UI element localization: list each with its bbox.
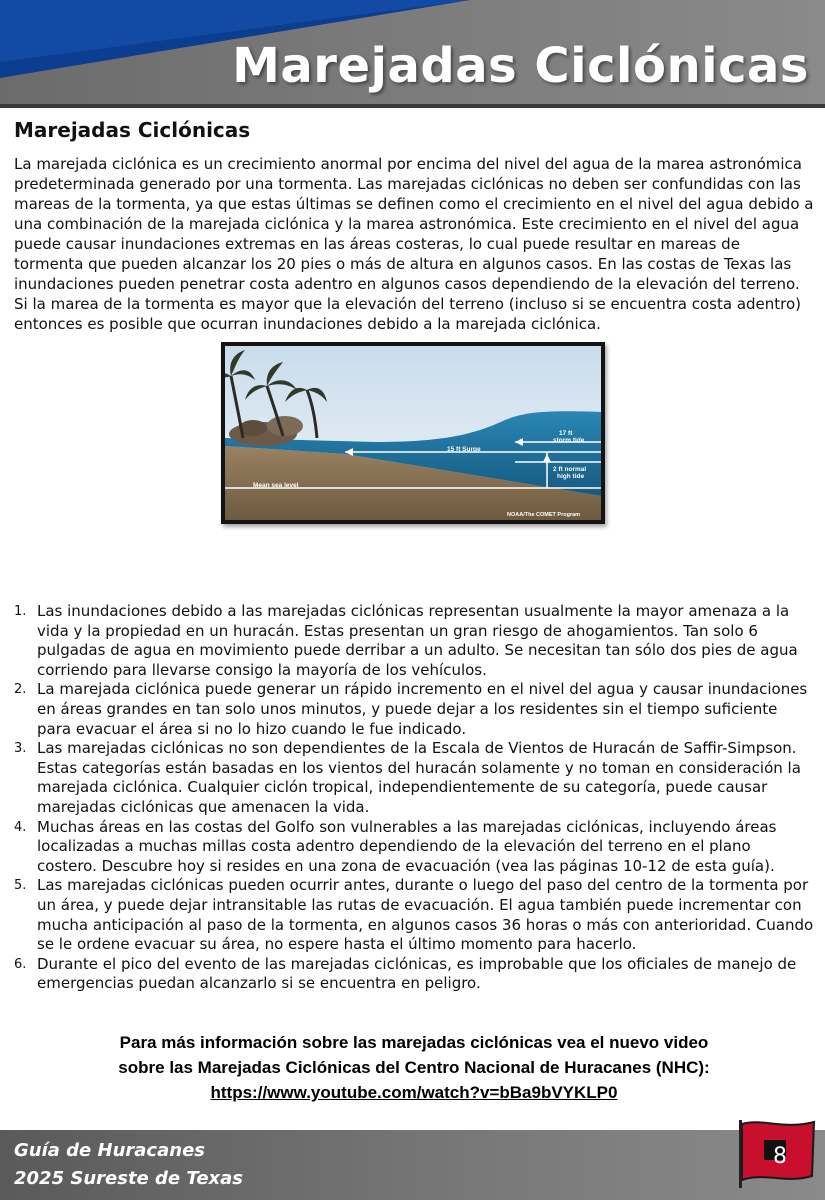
list-number: 1. xyxy=(14,604,27,619)
mean-sea-level-label: Mean sea level xyxy=(253,482,299,489)
page-number: 8 xyxy=(773,1144,787,1169)
storm-tide-value-label: 17 ft xyxy=(559,430,573,437)
list-number: 5. xyxy=(14,878,27,894)
list-item xyxy=(14,955,814,994)
list-number: 4. xyxy=(14,819,27,835)
surge-label: 15 ft Surge xyxy=(447,446,481,453)
header-divider xyxy=(0,104,825,108)
storm-surge-facts-list xyxy=(14,602,814,994)
storm-tide-label: storm tide xyxy=(553,437,585,444)
image-credit: NOAA/The COMET Program xyxy=(507,512,581,518)
list-text: La marejada ciclónica puede generar un rápido incremento en el nivel del agua y causar inundaciones en áreas grandes en tan solo unos minutos, y puede dejar a los residentes sin el tiempo suficiente para evacuar el área si no lo hizo cuando le fue indicado. xyxy=(37,680,808,738)
footer-guide-title: Guía de Huracanes xyxy=(14,1140,205,1161)
page-title: Marejadas Ciclónicas xyxy=(232,38,809,94)
normal-tide-label: high tide xyxy=(557,473,585,480)
storm-surge-diagram xyxy=(221,342,605,524)
list-number: 6. xyxy=(14,956,27,972)
list-text: Muchas áreas en las costas del Golfo son vulnerables a las marejadas ciclónicas, incluyendo áreas localizadas a muchas millas costa adentro dependiendo de la elevación del terreno en el plano costero. Descubre hoy si resides en una zona de evacuación (vea las páginas 10-12 de esta guía). xyxy=(37,817,777,875)
page-footer xyxy=(0,1130,825,1200)
more-info-block xyxy=(14,1030,814,1105)
intro-paragraph: La marejada ciclónica es un crecimiento anormal por encima del nivel del agua de la marea astronómica predeterminada generado por una tormenta. Las marejadas ciclónicas no deben ser confundidas con las mareas de la tormenta, ya que estas últimas se definen como el crecimiento en el nivel del agua debido a una combinación de la marejada ciclónica y la marea astronómica. Este crecimiento en el nivel del agua puede causar inundaciones extremas en las áreas costeras, lo cual puede resultar en mareas de tormenta que pueden alcanzar los 20 pies o más de altura en algunos casos. En las costas de Texas las inundaciones pueden penetrar costa adentro en algunos casos dependiendo de la elevación del terreno. Si la marea de la tormenta es mayor que la elevación del terreno (incluso si se encuentra costa adentro) entonces es posible que ocurran inundaciones debido a la marejada ciclónica. xyxy=(14,155,814,333)
more-info-line-2: sobre las Marejadas Ciclónicas del Centro Nacional de Huracanes (NHC): xyxy=(118,1058,710,1077)
list-item xyxy=(14,818,814,877)
storm-surge-illustration xyxy=(225,346,601,520)
list-text: Las inundaciones debido a las marejadas ciclónicas representan usualmente la mayor amenaza a la vida y la propiedad en un huracán. Estas presentan un gran riesgo de ahogamientos. Tan solo 6 pulgadas de agua en movimiento puede derribar a un adulto. Se necesitan tan sólo dos pies de agua corriendo para llevarse consigo la mayoría de los vehículos. xyxy=(37,602,798,679)
list-text: Las marejadas ciclónicas no son dependientes de la Escala de Vientos de Huracán de Saffir-Simpson. Estas categorías están basadas en los vientos del huracán solamente y no toman en consideración la marejada ciclónica. Cualquier ciclón tropical, independientemente de su categoría, puede causar marejadas ciclónicas que amenacen la vida. xyxy=(37,739,801,816)
normal-tide-value-label: 2 ft normal xyxy=(553,466,587,473)
video-link[interactable]: https://www.youtube.com/watch?v=bBa9bVYKLP0 xyxy=(210,1083,618,1102)
more-info-line-1: Para más información sobre las marejadas ciclónicas vea el nuevo video xyxy=(119,1033,709,1052)
list-number: 3. xyxy=(14,741,27,757)
page-header xyxy=(0,0,825,108)
section-title: Marejadas Ciclónicas xyxy=(14,118,251,142)
list-text: Durante el pico del evento de las marejadas ciclónicas, es improbable que los oficiales de manejo de emergencias puedan alcanzarlo si se encuentra en peligro. xyxy=(37,954,797,993)
footer-edition: 2025 Sureste de Texas xyxy=(14,1168,244,1189)
list-item xyxy=(14,602,814,680)
list-item xyxy=(14,680,814,739)
list-item xyxy=(14,739,814,817)
list-item xyxy=(14,876,814,954)
list-text: Las marejadas ciclónicas pueden ocurrir antes, durante o luego del paso del centro de la tormenta por un área, y puede dejar intransitable las rutas de evacuación. El agua también puede incrementar con mucha anticipación al paso de la tormenta, en algunos casos 36 horas o más con anterioridad. Cuando se le ordene evacuar su área, no espere hasta el último momento para hacerlo. xyxy=(37,876,814,954)
list-number: 2. xyxy=(14,682,27,698)
